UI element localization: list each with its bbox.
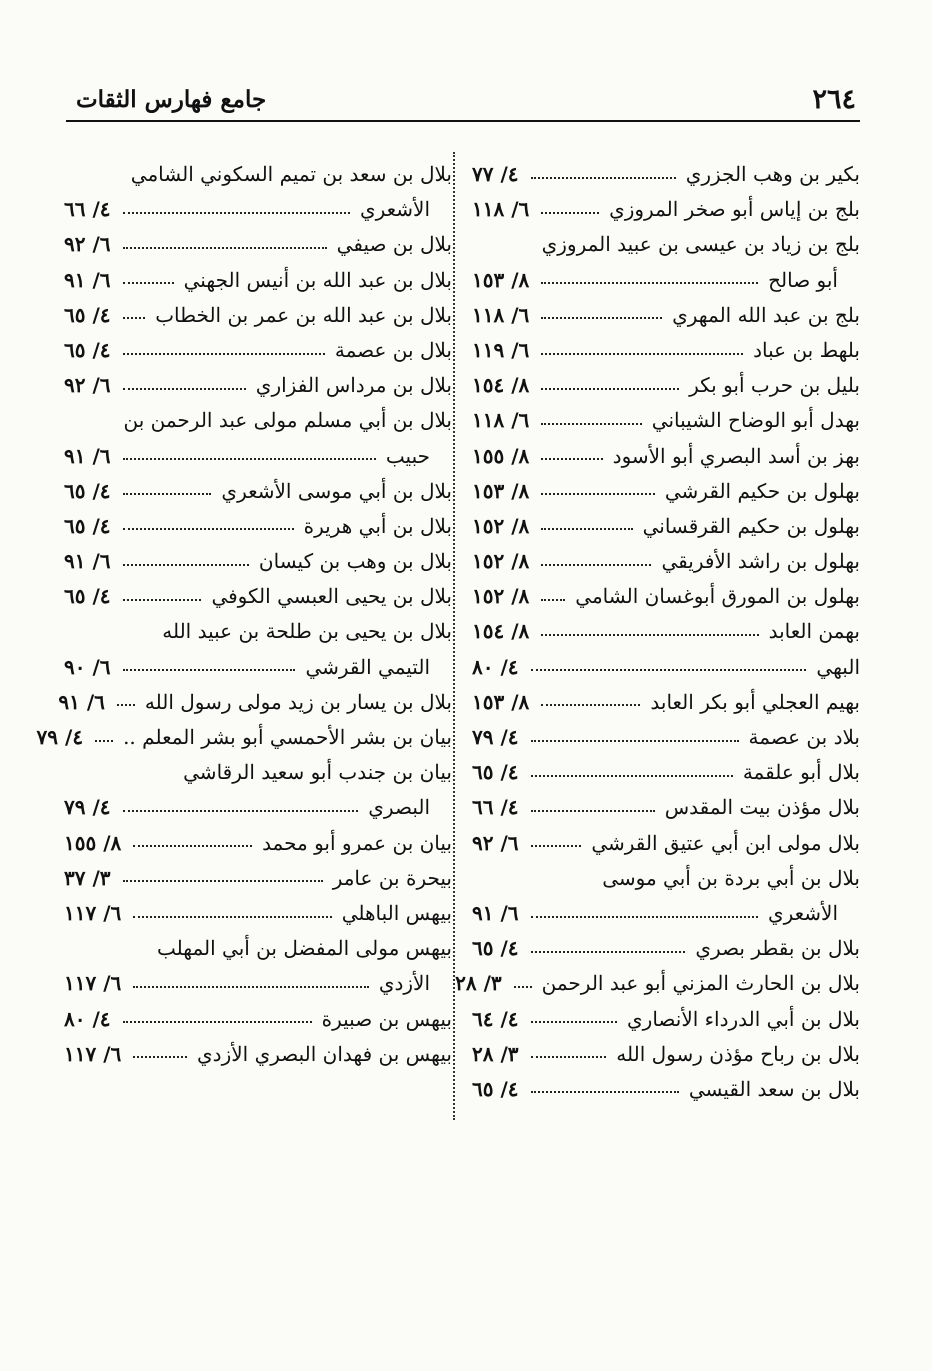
- entry-reference: ٦/ ١١٧: [64, 971, 122, 996]
- index-entry: [64, 333, 452, 368]
- entry-reference: ٦/ ٩٢: [64, 373, 111, 398]
- entry-reference: ٤/ ٦٥: [472, 760, 519, 785]
- entry-name: الأشعري: [767, 900, 838, 925]
- dot-leader: [531, 845, 582, 847]
- entry-name: بلال بن أبي هريرة: [303, 513, 452, 538]
- index-entry: [472, 403, 860, 438]
- entry-reference: ٦/ ١١٩: [472, 337, 530, 362]
- entry-name: بهلول بن راشد الأفريقي: [661, 549, 860, 574]
- entry-reference: ٨/ ١٥٣: [472, 689, 530, 714]
- index-entry: [472, 298, 860, 333]
- dot-leader: [541, 212, 599, 214]
- dot-leader: [123, 810, 359, 812]
- entry-name: البهي: [816, 654, 860, 679]
- index-entry: [58, 685, 452, 720]
- entry-name: بيان بن بشر الأحمسي أبو بشر المعلم ..: [123, 725, 452, 749]
- entry-name: بكير بن وهب الجزري: [685, 162, 860, 186]
- entry-reference: ٦/ ١١٧: [64, 900, 122, 925]
- index-column-left: [36, 157, 452, 1072]
- entry-name: بلج بن عبد الله المهري: [672, 302, 860, 327]
- index-entry: [64, 755, 452, 790]
- entry-name: بيهس الباهلي: [341, 900, 452, 925]
- entry-reference: ٤/ ٦٦: [64, 197, 111, 222]
- dot-leader: [531, 916, 758, 918]
- index-entry: [472, 439, 860, 474]
- dot-leader: [541, 388, 679, 390]
- entry-name: بليل بن حرب أبو بكر: [689, 373, 860, 398]
- entry-name: بلال مولى ابن أبي عتيق القرشي: [591, 830, 860, 855]
- entry-name: بلهط بن عباد: [753, 337, 860, 362]
- entry-reference: ٨/ ١٥٢: [472, 549, 530, 574]
- entry-name: بهيم العجلي أبو بكر العابد: [650, 689, 860, 714]
- dot-leader: [123, 493, 212, 495]
- entry-reference: ٨/ ١٥٥: [472, 443, 530, 468]
- dot-leader: [123, 880, 323, 882]
- index-entry: [472, 685, 860, 720]
- entry-name: الأشعري: [359, 197, 430, 222]
- dot-leader: [531, 177, 676, 179]
- page-number: ٢٦٤: [812, 84, 856, 115]
- dot-leader: [541, 599, 565, 601]
- entry-reference: ٤/ ٦٥: [64, 584, 111, 609]
- index-entry: [64, 1037, 452, 1072]
- index-entry: [472, 826, 860, 861]
- dot-leader: [117, 704, 135, 706]
- entry-reference: ٦/ ٩٠: [64, 654, 111, 679]
- entry-reference: ٤/ ٧٧: [472, 162, 519, 186]
- dot-leader: [514, 986, 532, 988]
- entry-reference: ٨/ ١٥٣: [472, 267, 530, 292]
- entry-reference: ٦/ ٩١: [64, 549, 111, 574]
- entry-name: بلال بن أبي موسى الأشعري: [221, 478, 452, 503]
- dot-leader: [123, 528, 294, 530]
- index-entry: [472, 1072, 860, 1107]
- entry-reference: ٦/ ٩٢: [472, 830, 519, 855]
- entry-name: بلج بن إياس أبو صخر المروزي: [609, 197, 860, 222]
- index-entry: [472, 227, 860, 262]
- index-entry: [472, 614, 860, 649]
- index-entry: [64, 614, 452, 649]
- entry-name: الأزدي: [378, 971, 430, 996]
- dot-leader: [133, 845, 252, 847]
- entry-name: بلال بن مرداس الفزاري: [255, 373, 452, 398]
- dot-leader: [123, 388, 246, 390]
- entry-reference: ٨/ ١٥٢: [472, 513, 530, 538]
- entry-name: بلال بن سعد القيسي: [688, 1076, 860, 1101]
- dot-leader: [123, 599, 202, 601]
- entry-name: بلال مؤذن بيت المقدس: [664, 795, 860, 820]
- entry-name: بلال بن يحيى العبسي الكوفي: [211, 584, 452, 609]
- entry-name: بهدل أبو الوضاح الشيباني: [651, 408, 860, 433]
- entry-reference: ٤/ ٦٥: [64, 302, 111, 327]
- index-entry: [472, 1037, 860, 1072]
- column-divider: [453, 152, 455, 1120]
- entry-reference: ٤/ ٦٥: [64, 478, 111, 503]
- index-entry: [472, 650, 860, 685]
- dot-leader: [541, 704, 640, 706]
- entry-reference: ٨/ ١٥٣: [472, 478, 530, 503]
- index-entry: [472, 157, 860, 192]
- index-entry: [472, 579, 860, 614]
- entry-name: بلال بن يسار بن زيد مولى رسول الله: [144, 689, 452, 714]
- index-entry: [64, 157, 452, 192]
- entry-name: بلال بن يحيى بن طلحة بن عبيد الله: [162, 619, 452, 644]
- index-column-right: [455, 157, 860, 1107]
- dot-leader: [95, 740, 113, 742]
- dot-leader: [531, 1021, 617, 1023]
- entry-name: بهلول بن المورق أبوغسان الشامي: [575, 584, 860, 609]
- dot-leader: [541, 493, 655, 495]
- entry-reference: ٤/ ٧٩: [64, 795, 111, 820]
- index-entry: [472, 474, 860, 509]
- entry-name: بيهس بن صبيرة: [321, 1006, 452, 1031]
- entry-reference: ٤/ ٦٦: [472, 795, 519, 820]
- index-entry: [64, 263, 452, 298]
- entry-name: بيان بن جندب أبو سعيد الرقاشي: [183, 760, 452, 785]
- entry-name: بهلول بن حكيم القرشي: [664, 478, 860, 503]
- index-entry: [64, 368, 452, 403]
- entry-reference: ٤/ ٦٥: [472, 936, 519, 961]
- entry-reference: ٤/ ٨٠: [472, 654, 519, 679]
- dot-leader: [531, 775, 733, 777]
- dot-leader: [541, 282, 758, 284]
- entry-reference: ٦/ ١١٨: [472, 197, 530, 222]
- index-entry: [64, 439, 452, 474]
- index-entry: [472, 896, 860, 931]
- dot-leader: [133, 1056, 187, 1058]
- dot-leader: [531, 669, 807, 671]
- entry-name: بلاد بن عصمة: [748, 725, 860, 749]
- dot-leader: [123, 317, 146, 319]
- dot-leader: [133, 986, 369, 988]
- index-entry: [472, 263, 860, 298]
- entry-reference: ٤/ ٦٤: [472, 1006, 519, 1031]
- index-entry: [455, 966, 860, 1001]
- entry-reference: ٦/ ٩١: [58, 689, 105, 714]
- entry-name: بلال بن بقطر بصري: [695, 936, 860, 961]
- entry-name: بلال بن أبي مسلم مولى عبد الرحمن بن: [123, 408, 452, 433]
- dot-leader: [531, 1091, 679, 1093]
- entry-reference: ٣/ ٢٨: [455, 971, 502, 996]
- entry-reference: ٤/ ٧٩: [472, 725, 519, 749]
- entry-name: بلال بن وهب بن كيسان: [258, 549, 452, 574]
- dot-leader: [541, 458, 602, 460]
- entry-name: بلال بن أبي بردة بن أبي موسى: [602, 865, 860, 890]
- entry-name: بهلول بن حكيم القرقساني: [642, 513, 860, 538]
- index-entry: [64, 509, 452, 544]
- entry-name: أبو صالح: [768, 267, 838, 292]
- entry-name: بلال بن الحارث المزني أبو عبد الرحمن: [541, 971, 860, 996]
- entry-reference: ٨/ ١٥٥: [64, 830, 122, 855]
- index-entry: [472, 1002, 860, 1037]
- entry-reference: ٨/ ١٥٤: [472, 619, 530, 644]
- index-entry: [64, 298, 452, 333]
- index-entry: [472, 755, 860, 790]
- dot-leader: [123, 212, 350, 214]
- entry-name: بلال بن سعد بن تميم السكوني الشامي: [130, 162, 452, 186]
- dot-leader: [531, 1056, 607, 1058]
- entry-name: بيحرة بن عامر: [332, 865, 452, 890]
- index-entry: [64, 650, 452, 685]
- index-entry: [36, 720, 452, 755]
- entry-reference: ٦/ ١١٧: [64, 1041, 122, 1066]
- dot-leader: [541, 634, 758, 636]
- entry-name: بهمن العابد: [768, 619, 860, 644]
- index-entry: [472, 544, 860, 579]
- index-entry: [64, 931, 452, 966]
- entry-reference: ٣/ ٢٨: [472, 1041, 519, 1066]
- dot-leader: [541, 423, 642, 425]
- index-entry: [472, 192, 860, 227]
- entry-name: بلج بن زياد بن عيسى بن عبيد المروزي: [541, 232, 860, 257]
- entry-name: بيهس مولى المفضل بن أبي المهلب: [156, 936, 452, 961]
- entry-reference: ٦/ ٩١: [64, 267, 111, 292]
- index-entry: [64, 826, 452, 861]
- dot-leader: [123, 458, 376, 460]
- entry-reference: ٤/ ٦٥: [64, 337, 111, 362]
- index-entry: [64, 403, 452, 438]
- entry-reference: ٤/ ٦٥: [472, 1076, 519, 1101]
- dot-leader: [541, 353, 743, 355]
- dot-leader: [541, 528, 632, 530]
- index-entry: [64, 790, 452, 825]
- running-title: جامع فهارس الثقات: [76, 86, 267, 113]
- entry-name: بيان بن عمرو أبو محمد: [262, 830, 452, 855]
- entry-name: بلال بن عصمة: [334, 337, 452, 362]
- entry-name: حبيب: [385, 443, 430, 468]
- entry-name: بلال بن عبد الله بن أنيس الجهني: [183, 267, 452, 292]
- index-entry: [472, 861, 860, 896]
- entry-name: بلال بن أبي الدرداء الأنصاري: [627, 1006, 860, 1031]
- dot-leader: [123, 353, 325, 355]
- index-entry: [472, 368, 860, 403]
- dot-leader: [123, 247, 327, 249]
- dot-leader: [123, 1021, 312, 1023]
- dot-leader: [541, 564, 651, 566]
- entry-name: بيهس بن فهدان البصري الأزدي: [197, 1041, 452, 1066]
- index-entry: [472, 931, 860, 966]
- index-entry: [64, 192, 452, 227]
- entry-reference: ٨/ ١٥٤: [472, 373, 530, 398]
- dot-leader: [123, 282, 174, 284]
- index-entry: [472, 720, 860, 755]
- entry-reference: ٦/ ١١٨: [472, 302, 530, 327]
- dot-leader: [123, 564, 249, 566]
- index-entry: [64, 227, 452, 262]
- index-entry: [64, 966, 452, 1001]
- entry-name: بهز بن أسد البصري أبو الأسود: [612, 443, 860, 468]
- entry-reference: ٨/ ١٥٢: [472, 584, 530, 609]
- entry-reference: ٤/ ٨٠: [64, 1006, 111, 1031]
- entry-reference: ٤/ ٧٩: [36, 725, 84, 749]
- entry-reference: ٦/ ٩١: [472, 900, 519, 925]
- index-entry: [64, 861, 452, 896]
- index-entry: [472, 333, 860, 368]
- entry-name: بلال أبو علقمة: [742, 760, 860, 785]
- dot-leader: [133, 916, 331, 918]
- entry-name: التيمي القرشي: [305, 654, 430, 679]
- index-entry: [64, 579, 452, 614]
- dot-leader: [123, 669, 296, 671]
- index-entry: [64, 544, 452, 579]
- index-entry: [64, 474, 452, 509]
- index-entry: [472, 509, 860, 544]
- dot-leader: [531, 740, 739, 742]
- entry-name: بلال بن صيفي: [336, 232, 452, 257]
- dot-leader: [531, 951, 686, 953]
- index-entry: [64, 896, 452, 931]
- entry-reference: ٦/ ٩٢: [64, 232, 111, 257]
- dot-leader: [541, 317, 662, 319]
- entry-name: البصري: [368, 795, 430, 820]
- entry-name: بلال بن رباح مؤذن رسول الله: [616, 1041, 860, 1066]
- index-entry: [472, 790, 860, 825]
- entry-name: بلال بن عبد الله بن عمر بن الخطاب: [155, 302, 452, 327]
- dot-leader: [531, 810, 655, 812]
- entry-reference: ٦/ ١١٨: [472, 408, 530, 433]
- entry-reference: ٤/ ٦٥: [64, 513, 111, 538]
- entry-reference: ٣/ ٣٧: [64, 865, 111, 890]
- entry-reference: ٦/ ٩١: [64, 443, 111, 468]
- page-header: [66, 84, 860, 122]
- index-entry: [64, 1002, 452, 1037]
